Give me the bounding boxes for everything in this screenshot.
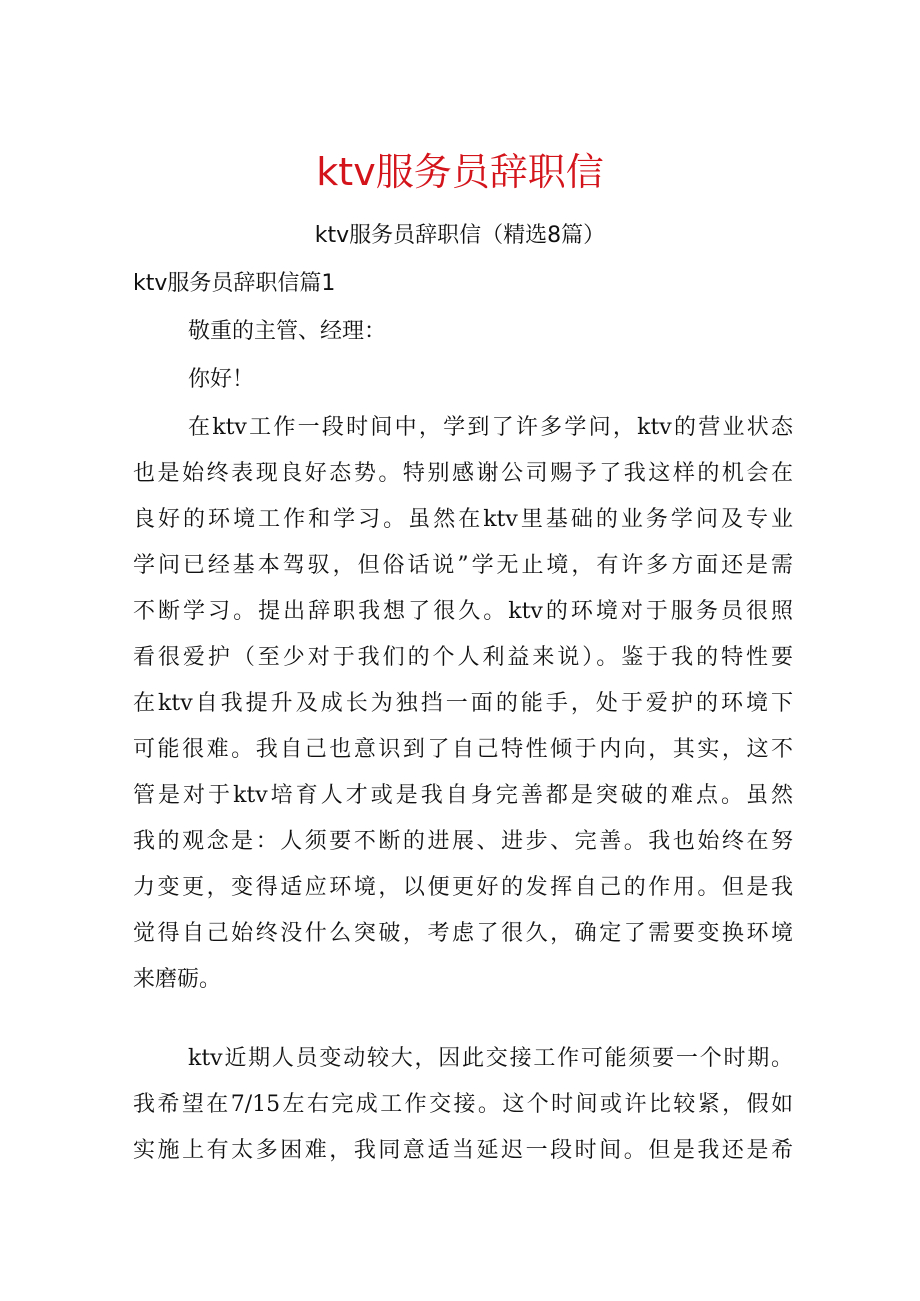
- greeting: 你好！: [188, 367, 255, 392]
- paragraph-line: 来磨砺。: [133, 967, 222, 992]
- paragraph-line: 在ktv工作一段时间中，学到了许多学问，ktv的营业状态: [188, 415, 793, 440]
- paragraph-2: [133, 1043, 793, 1181]
- paragraph-line: 我的观念是：人须要不断的进展、进步、完善。我也始终在努: [133, 829, 793, 854]
- paragraph-line: 在ktv自我提升及成长为独挡一面的能手，处于爱护的环境下: [133, 691, 793, 716]
- paragraph-line: 看很爱护（至少对于我们的个人利益来说）。鉴于我的特性要: [133, 645, 793, 670]
- paragraph-line: ktv近期人员变动较大，因此交接工作可能须要一个时期。: [188, 1046, 793, 1071]
- paragraph-line: 觉得自己始终没什么突破，考虑了很久，确定了需要变换环境: [133, 921, 793, 946]
- paragraph-line: 不断学习。提出辞职我想了很久。ktv的环境对于服务员很照: [133, 599, 793, 624]
- paragraph-line: 也是始终表现良好态势。特别感谢公司赐予了我这样的机会在: [133, 461, 793, 486]
- paragraph-line: 学问已经基本驾驭，但俗话说”学无止境，有许多方面还是需: [133, 553, 793, 578]
- paragraph-line: 良好的环境工作和学习。虽然在ktv里基础的业务学问及专业: [133, 507, 793, 532]
- paragraph-line: 力变更，变得适应环境，以便更好的发挥自己的作用。但是我: [133, 875, 793, 900]
- paragraph-line: 我希望在7/15左右完成工作交接。这个时间或许比较紧，假如: [133, 1092, 793, 1117]
- document-title: ktv服务员辞职信: [316, 150, 604, 194]
- paragraph-line: 实施上有太多困难，我同意适当延迟一段时间。但是我还是希: [133, 1138, 793, 1163]
- section-heading: ktv服务员辞职信篇1: [133, 271, 336, 296]
- document-subtitle: ktv服务员辞职信（精选8篇）: [314, 223, 606, 248]
- paragraph-1: [133, 412, 793, 1010]
- salutation: 敬重的主管、经理：: [188, 319, 387, 344]
- paragraph-line: 管是对于ktv培育人才或是我自身完善都是突破的难点。虽然: [133, 783, 793, 808]
- paragraph-line: 可能很难。我自己也意识到了自己特性倾于内向，其实，这不: [133, 737, 793, 762]
